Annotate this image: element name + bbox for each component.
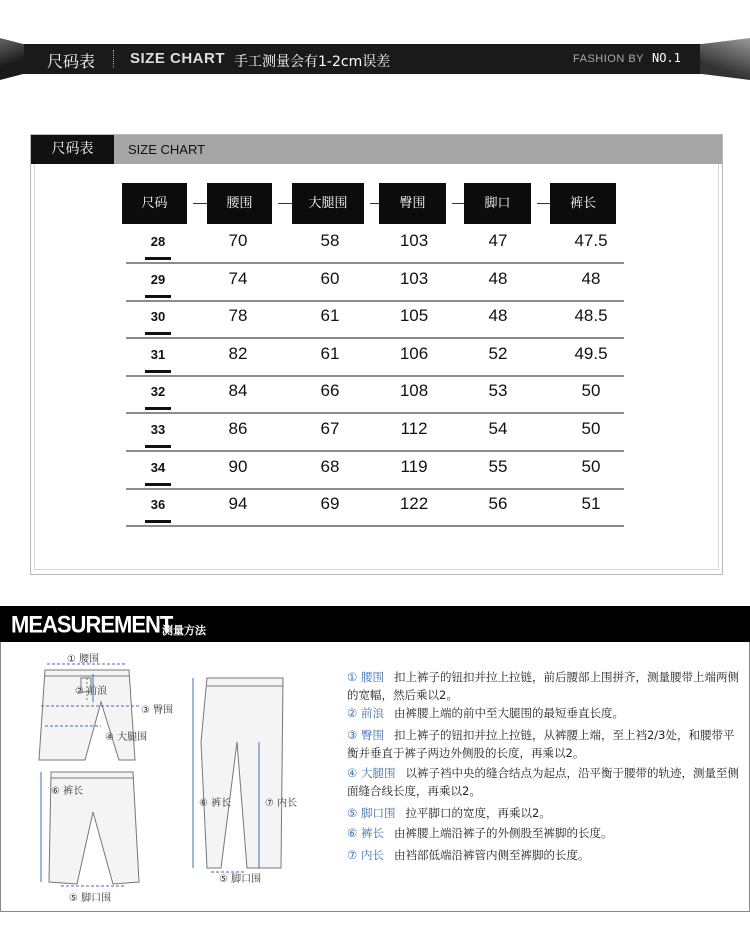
measurement-bar [0, 606, 750, 642]
table-row [126, 226, 624, 264]
size-underline [145, 407, 171, 410]
measurement-box [0, 642, 750, 912]
table-row [126, 339, 624, 377]
table-row [126, 489, 624, 527]
cell-waist: 84 [228, 381, 248, 401]
cell-thigh: 61 [320, 343, 340, 363]
cell-size: 34 [150, 459, 166, 475]
item-term: 脚口围 [360, 806, 396, 820]
item-term: 腰围 [360, 670, 384, 684]
cell-size: 36 [150, 497, 166, 513]
item-text: 由裆部低端沿裤管内侧至裤脚的长度。 [393, 848, 590, 862]
banner-title-en: SIZE CHART [130, 50, 225, 67]
size-underline [145, 257, 171, 260]
header-cell-size: 尺码 [122, 183, 187, 224]
item-number: ① [347, 670, 361, 684]
cell-thigh: 58 [320, 231, 340, 250]
header-cell-hip: 臀围 [379, 183, 446, 224]
cell-thigh: 67 [320, 419, 340, 438]
item-number: ⑦ [347, 848, 361, 862]
cell-size: 33 [150, 422, 166, 437]
cell-hip: 112 [400, 419, 428, 438]
size-underline [145, 445, 171, 448]
header-cell-hem: 脚口 [464, 183, 531, 224]
banner-separator [113, 50, 114, 68]
cell-hem: 52 [488, 343, 508, 363]
cell-hem: 56 [488, 494, 508, 514]
top-banner [0, 44, 750, 74]
table-row [126, 452, 624, 490]
cell-hip: 108 [399, 381, 429, 401]
size-chart-header-en: SIZE CHART [128, 142, 206, 157]
table-row [126, 301, 624, 339]
cell-length: 47.5 [574, 231, 608, 250]
item-term: 臀围 [360, 728, 384, 742]
banner-fashion-text: FASHION BY [573, 53, 645, 65]
size-chart-header [31, 135, 722, 164]
item-text: 由裤腰上端沿裤子的外侧股至裤脚的长度。 [393, 826, 613, 840]
item-term: 大腿围 [360, 766, 396, 780]
item-text: 由裤腰上端的前中至大腿围的最短垂直长度。 [393, 706, 624, 720]
header-cell-waist: 腰围 [207, 183, 272, 224]
item-text: 扣上裤子的钮扣并拉上拉链，前后腰部上围拼齐，测量腰带上端两侧的宽幅，然后乘以2。 [347, 670, 739, 702]
pants-diagram [1, 642, 321, 912]
size-underline [145, 520, 171, 523]
cell-waist: 86 [228, 419, 248, 438]
cell-length: 50 [581, 381, 601, 401]
cell-hem: 48 [488, 268, 508, 288]
size-chart-tab: 尺码表 [31, 135, 114, 164]
cell-hem: 53 [488, 381, 508, 401]
diagram-label-thigh: ④ 大腿围 [105, 732, 148, 743]
diagram-label-length-right: ⑥ 裤长 [199, 798, 232, 809]
header-separator [537, 203, 551, 204]
cell-hip: 122 [399, 494, 429, 514]
cell-length: 48 [581, 268, 601, 288]
pants-illustration [1, 642, 321, 912]
table-row [126, 376, 624, 414]
diagram-label-inseam-right: ⑦ 内长 [265, 798, 298, 809]
cell-waist: 94 [228, 494, 248, 514]
diagram-label-hip: ③ 臀围 [141, 705, 174, 716]
cell-hip: 106 [399, 343, 429, 363]
cell-size: 30 [150, 309, 166, 325]
cell-thigh: 68 [320, 456, 340, 476]
cell-size: 28 [150, 234, 166, 249]
cell-hip: 103 [399, 231, 429, 250]
item-number: ③ [347, 728, 361, 742]
cell-waist: 74 [228, 268, 248, 288]
item-number: ⑤ [347, 806, 361, 820]
table-row [126, 264, 624, 302]
item-number: ④ [347, 766, 361, 780]
diagram-label-hem-left: ⑤ 脚口围 [69, 893, 112, 904]
cell-size: 31 [150, 346, 166, 362]
diagram-label-length-left: ⑥ 裤长 [51, 786, 84, 797]
diagram-label-hem-right: ⑤ 脚口围 [219, 874, 262, 885]
diagram-label-rise: ② 前浪 [75, 686, 108, 697]
cell-length: 51 [581, 494, 601, 514]
cell-hip: 119 [400, 456, 428, 476]
item-term: 裤长 [360, 826, 384, 840]
item-text: 拉平脚口的宽度，再乘以2。 [405, 806, 551, 820]
measurement-item [347, 668, 739, 704]
cell-hem: 48 [488, 306, 508, 326]
cell-thigh: 66 [320, 381, 340, 401]
cell-hip: 105 [399, 306, 429, 326]
cell-length: 48.5 [574, 306, 608, 326]
cell-hem: 54 [488, 419, 508, 438]
header-cell-length: 裤长 [550, 183, 616, 224]
measurement-item [347, 824, 739, 842]
cell-hem: 55 [488, 456, 508, 476]
item-text: 扣上裤子的钮扣并拉上拉链，从裤腰上端，至上裆2/3处，和腰带平衡并垂直于裤子两边外侧股的长度，再乘以2。 [347, 728, 735, 760]
diagram-label-waist: ① 腰围 [67, 654, 100, 665]
header-separator [193, 203, 207, 204]
cell-hip: 103 [399, 268, 429, 288]
cell-waist: 70 [228, 231, 248, 250]
banner-left-wing [0, 38, 24, 80]
size-underline [145, 332, 171, 335]
cell-length: 49.5 [574, 343, 608, 363]
cell-thigh: 60 [320, 268, 340, 288]
measurement-title-cn: 测量方法 [162, 624, 206, 637]
cell-waist: 82 [228, 343, 248, 363]
size-underline [145, 370, 171, 373]
cell-hem: 47 [488, 231, 508, 250]
cell-size: 32 [150, 384, 166, 400]
banner-title-cn: 尺码表 [47, 52, 96, 71]
banner-right-wing [700, 38, 750, 80]
measurement-item [347, 726, 739, 762]
measurement-item [347, 804, 739, 822]
cell-waist: 78 [228, 306, 248, 326]
item-text: 以裤子裆中央的缝合结点为起点，沿平衡于腰带的轨迹，测量至侧面缝合线长度，再乘以2。 [347, 766, 739, 798]
item-number: ⑥ [347, 826, 361, 840]
measurement-title-en: MEASUREMENT [11, 610, 173, 639]
item-term: 内长 [360, 848, 384, 862]
size-underline [145, 483, 171, 486]
banner-no-text: NO.1 [652, 51, 681, 65]
cell-size: 29 [150, 271, 166, 287]
header-cell-thigh: 大腿围 [292, 183, 364, 224]
item-number: ② [347, 706, 361, 720]
header-separator [278, 203, 292, 204]
cell-length: 50 [581, 456, 601, 476]
item-term: 前浪 [360, 706, 384, 720]
table-row [126, 414, 624, 452]
cell-thigh: 61 [320, 306, 340, 326]
cell-length: 50 [581, 419, 601, 438]
banner-note: 手工测量会有1-2cm误差 [234, 54, 391, 70]
cell-waist: 90 [228, 456, 248, 476]
measurement-item [347, 846, 739, 864]
size-underline [145, 295, 171, 298]
measurement-item [347, 764, 739, 800]
cell-thigh: 69 [320, 494, 340, 514]
measurement-item [347, 704, 739, 722]
